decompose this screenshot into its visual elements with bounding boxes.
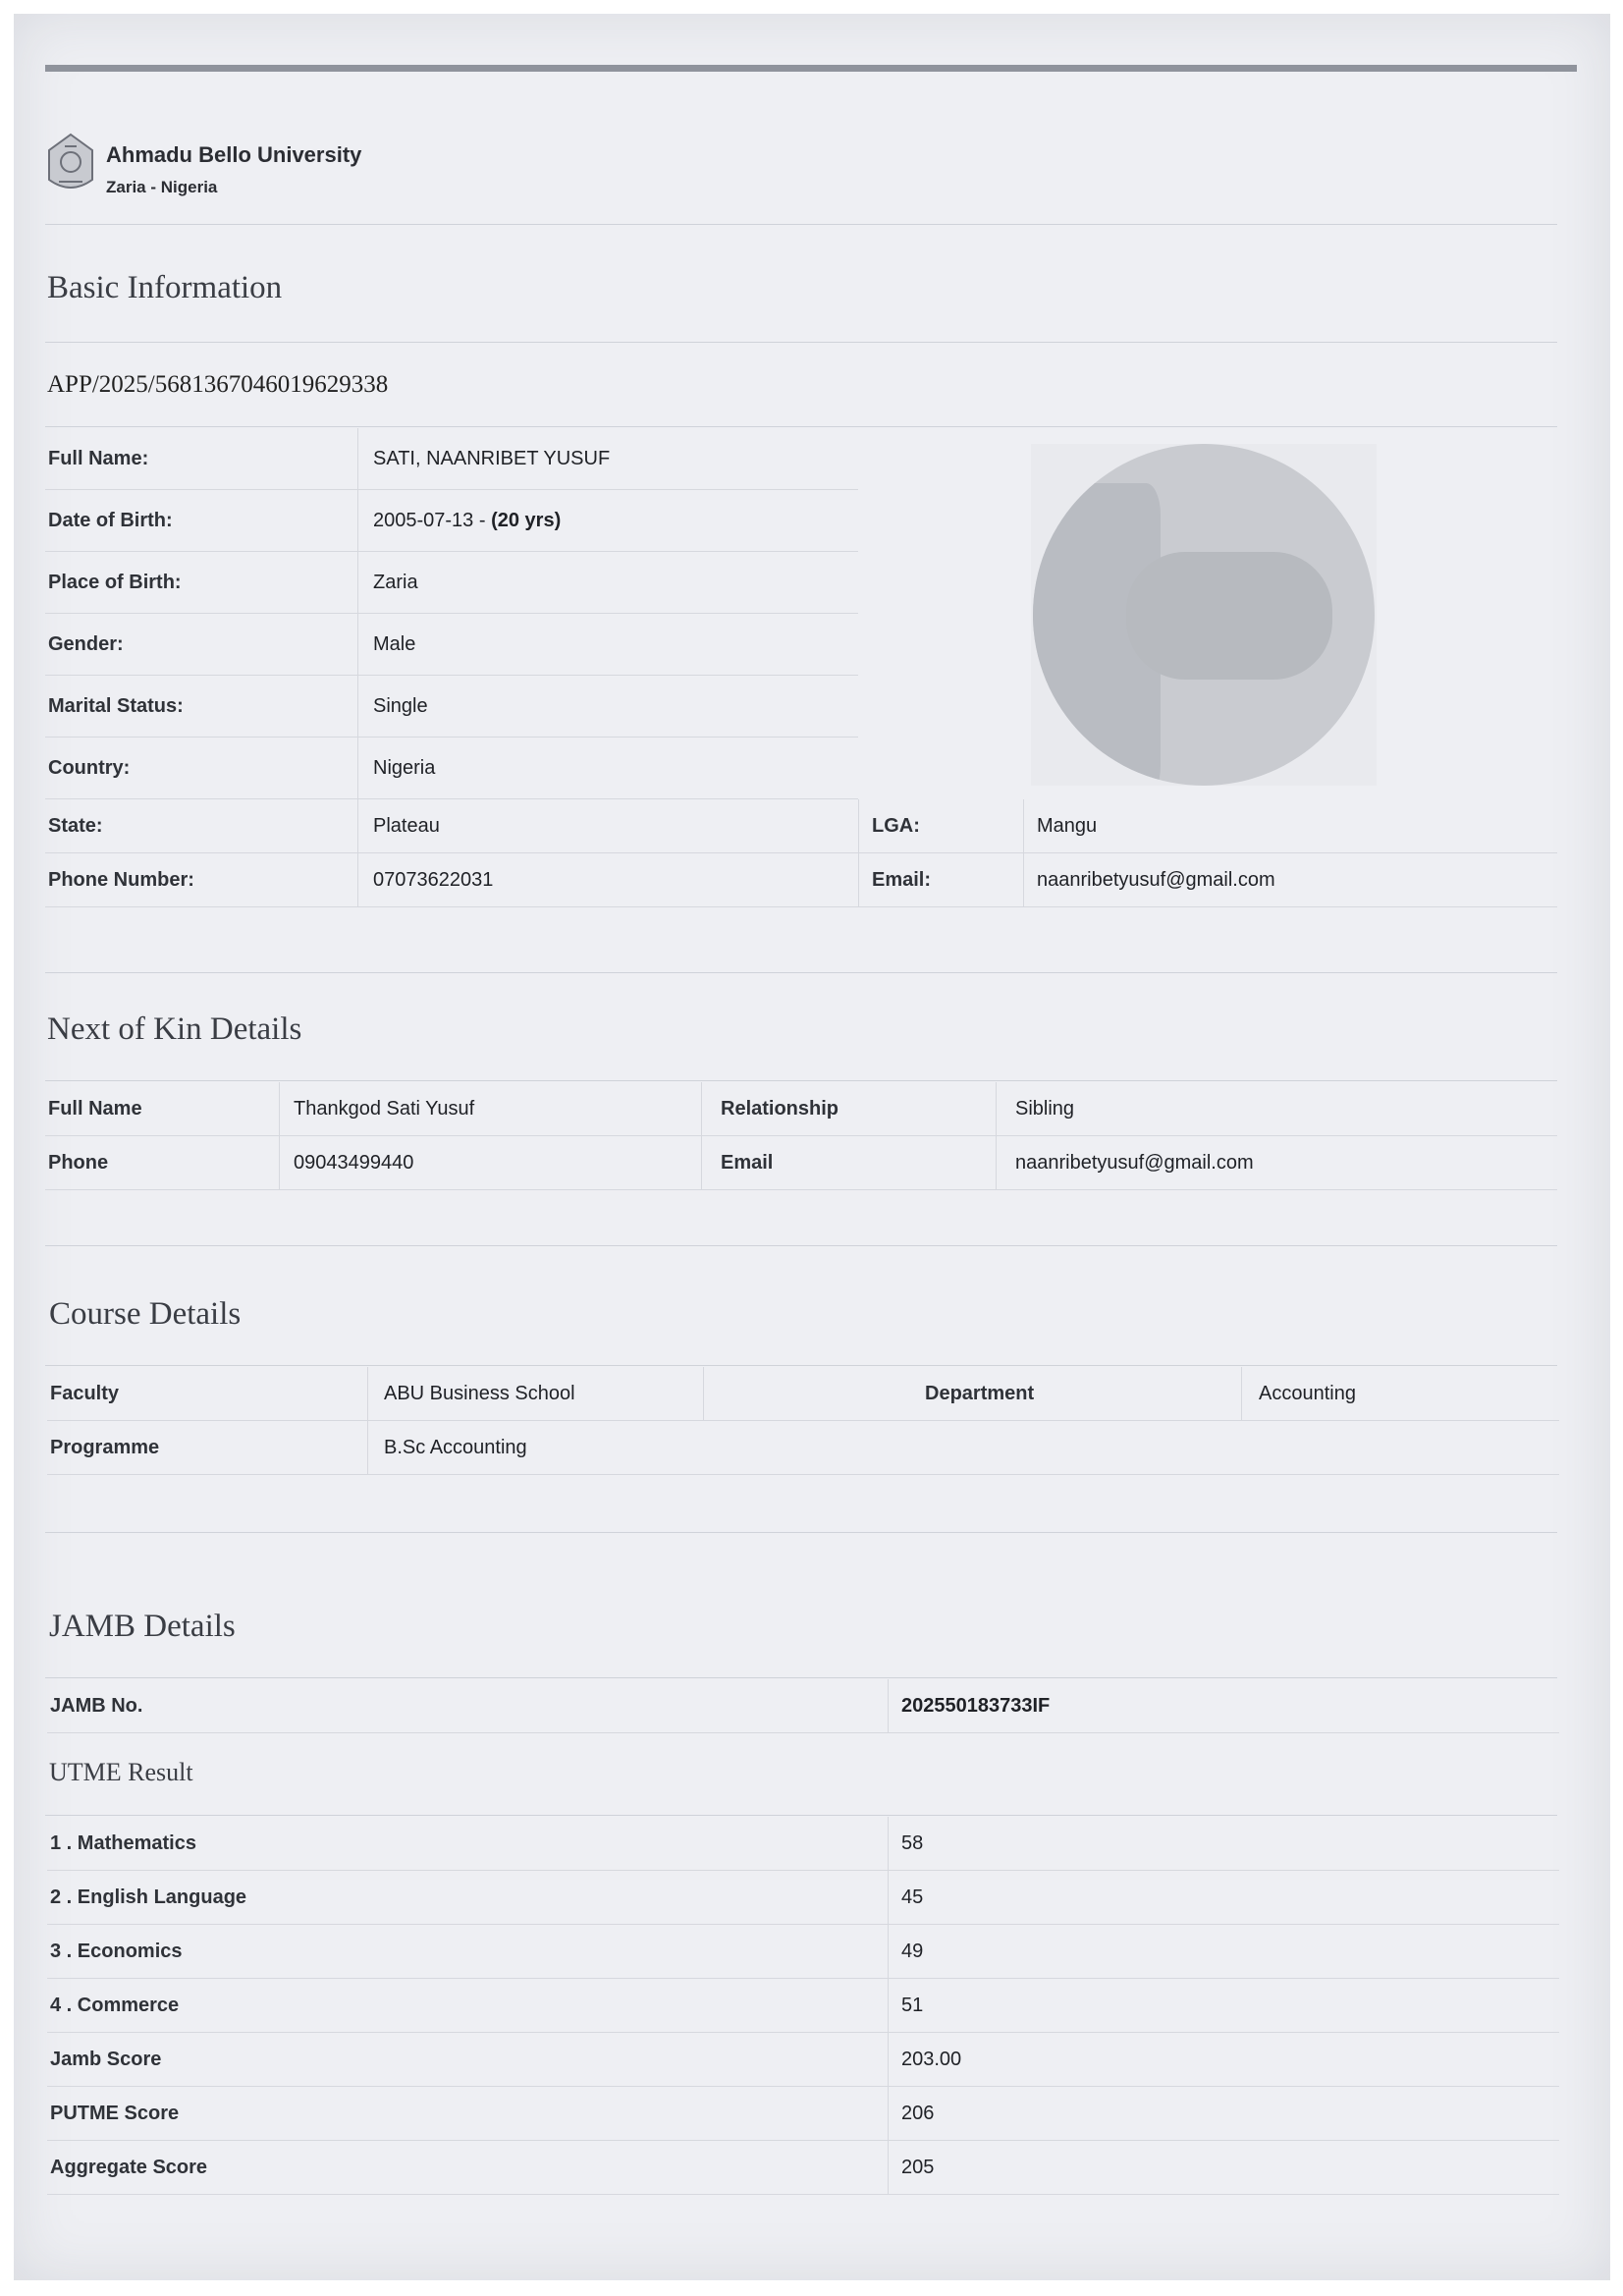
- utme-row: [47, 1925, 1559, 1979]
- aggregate-score-row: [47, 2141, 1559, 2195]
- info-row-gender: [45, 614, 858, 676]
- lga-label: LGA:: [872, 814, 920, 837]
- putme-score-row: [47, 2087, 1559, 2141]
- dob-age: (20 yrs): [491, 509, 562, 531]
- programme-value: B.Sc Accounting: [384, 1436, 527, 1458]
- divider: [45, 342, 1557, 343]
- course-row-1: [47, 1367, 1559, 1421]
- subject-label: 1 . Mathematics: [50, 1831, 196, 1854]
- divider: [45, 1245, 1557, 1246]
- utme-row: [47, 1817, 1559, 1871]
- info-row-phone: [45, 853, 1557, 907]
- state-value: Plateau: [373, 814, 440, 837]
- info-row-state: [45, 799, 1557, 853]
- subject-label: 4 . Commerce: [50, 1994, 180, 2016]
- dob-date: 2005-07-13 -: [373, 509, 492, 531]
- kin-relationship-value: Sibling: [1015, 1097, 1075, 1120]
- kin-row-1: [45, 1082, 1557, 1136]
- dob-value: [373, 490, 561, 551]
- aggregate-score-label: Aggregate Score: [50, 2156, 208, 2178]
- pob-label: Place of Birth:: [48, 571, 182, 593]
- subject-score: 49: [901, 1940, 924, 1962]
- university-location: Zaria - Nigeria: [106, 178, 218, 196]
- kin-row-2: [45, 1136, 1557, 1190]
- programme-label: Programme: [50, 1436, 160, 1458]
- kin-phone-label: Phone: [48, 1151, 109, 1174]
- next-of-kin-title: Next of Kin Details: [47, 1011, 302, 1047]
- info-row-country: [45, 738, 858, 799]
- divider: [45, 972, 1557, 973]
- university-name: Ahmadu Bello University: [106, 142, 362, 167]
- department-label: Department: [925, 1382, 1035, 1404]
- utme-result-title: UTME Result: [49, 1758, 193, 1786]
- email-label: Email:: [872, 868, 932, 891]
- kin-phone-value: 09043499440: [294, 1151, 414, 1174]
- university-crest-icon: [45, 133, 96, 197]
- subject-label: 3 . Economics: [50, 1940, 183, 1962]
- full-name-value: SATI, NAANRIBET YUSUF: [373, 447, 611, 469]
- country-value: Nigeria: [373, 756, 436, 779]
- divider: [45, 1080, 1557, 1081]
- kin-email-label: Email: [721, 1151, 774, 1174]
- subject-label: 2 . English Language: [50, 1886, 247, 1908]
- pob-value: Zaria: [373, 571, 418, 593]
- putme-score-label: PUTME Score: [50, 2102, 180, 2124]
- jamb-no-row: [47, 1679, 1559, 1733]
- utme-row: [47, 1871, 1559, 1925]
- lga-value: Mangu: [1037, 814, 1098, 837]
- kin-name-label: Full Name: [48, 1097, 142, 1120]
- phone-label: Phone Number:: [48, 868, 194, 891]
- country-label: Country:: [48, 756, 131, 779]
- aggregate-score-value: 205: [901, 2156, 935, 2178]
- applicant-photo: [1031, 444, 1377, 786]
- kin-email-value: naanribetyusuf@gmail.com: [1015, 1151, 1254, 1174]
- subject-score: 51: [901, 1994, 924, 2016]
- kin-relationship-label: Relationship: [721, 1097, 839, 1120]
- phone-value: 07073622031: [373, 868, 494, 891]
- top-rule: [45, 65, 1577, 72]
- gender-label: Gender:: [48, 632, 124, 655]
- application-number: APP/2025/5681367046019629338: [47, 371, 389, 398]
- subject-score: 45: [901, 1886, 924, 1908]
- divider: [45, 224, 1557, 225]
- basic-info-title: Basic Information: [47, 270, 283, 305]
- info-row-full-name: [45, 428, 858, 490]
- jamb-no-label: JAMB No.: [50, 1694, 143, 1717]
- course-row-2: [47, 1421, 1559, 1475]
- jamb-details-title: JAMB Details: [49, 1609, 236, 1644]
- course-details-title: Course Details: [49, 1296, 242, 1332]
- jamb-score-value: 203.00: [901, 2048, 962, 2070]
- marital-value: Single: [373, 694, 428, 717]
- gender-value: Male: [373, 632, 416, 655]
- jamb-no-value: 202550183733IF: [901, 1694, 1051, 1717]
- full-name-label: Full Name:: [48, 447, 149, 469]
- info-row-pob: [45, 552, 858, 614]
- marital-label: Marital Status:: [48, 694, 184, 717]
- putme-score-value: 206: [901, 2102, 935, 2124]
- utme-row: [47, 1979, 1559, 2033]
- subject-score: 58: [901, 1831, 924, 1854]
- kin-name-value: Thankgod Sati Yusuf: [294, 1097, 475, 1120]
- jamb-score-row: [47, 2033, 1559, 2087]
- info-row-marital: [45, 676, 858, 738]
- faculty-label: Faculty: [50, 1382, 120, 1404]
- email-value: naanribetyusuf@gmail.com: [1037, 868, 1275, 891]
- divider: [45, 426, 1557, 427]
- divider: [45, 1365, 1557, 1366]
- info-row-dob: [45, 490, 858, 552]
- department-value: Accounting: [1259, 1382, 1356, 1404]
- dob-label: Date of Birth:: [48, 509, 173, 531]
- faculty-value: ABU Business School: [384, 1382, 575, 1404]
- divider: [45, 1532, 1557, 1533]
- jamb-score-label: Jamb Score: [50, 2048, 162, 2070]
- state-label: State:: [48, 814, 103, 837]
- divider: [45, 1815, 1557, 1816]
- divider: [45, 1677, 1557, 1678]
